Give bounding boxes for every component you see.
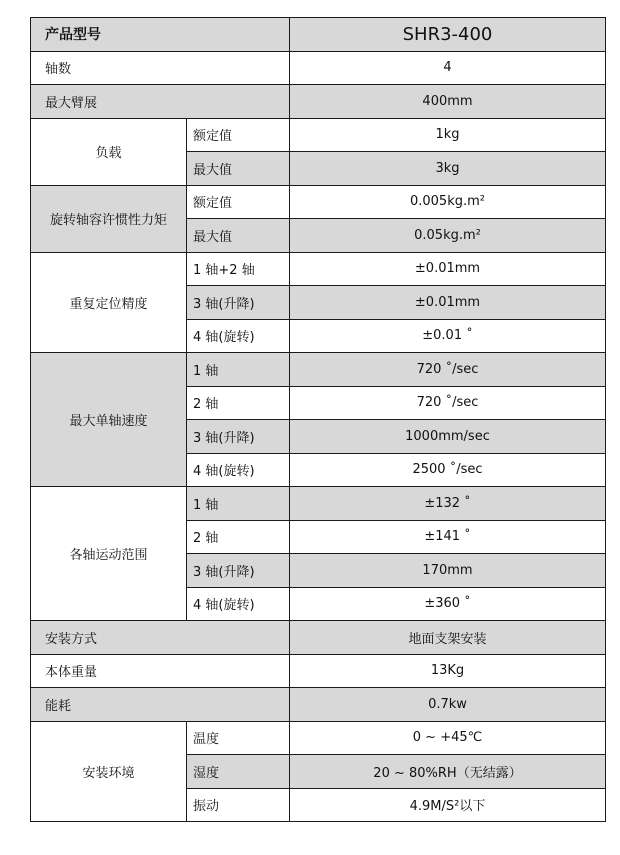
range-item-label: 4 轴(旋转) (187, 587, 290, 621)
inertia-max-value: 0.05kg.m² (290, 219, 606, 253)
speed-item-label: 1 轴 (187, 353, 290, 387)
axes-label: 轴数 (31, 51, 290, 85)
environment-label: 安装环境 (31, 721, 187, 822)
mounting-value: 地面支架安装 (290, 621, 606, 655)
speed-item-value: 720 ˚/sec (290, 386, 606, 420)
speed-item-label: 2 轴 (187, 386, 290, 420)
range-item-label: 3 轴(升降) (187, 554, 290, 588)
row-speed-1 (31, 353, 606, 387)
repeatability-item-label: 3 轴(升降) (187, 286, 290, 320)
axes-value: 4 (290, 51, 606, 85)
inertia-rated-label: 额定值 (187, 185, 290, 219)
mounting-label: 安装方式 (31, 621, 290, 655)
load-rated-label: 额定值 (187, 118, 290, 152)
max-arm-label: 最大臂展 (31, 85, 290, 119)
range-item-label: 2 轴 (187, 520, 290, 554)
range-item-value: 170mm (290, 554, 606, 588)
range-item-label: 1 轴 (187, 487, 290, 521)
row-power (31, 688, 606, 722)
row-load-rated (31, 118, 606, 152)
environment-item-value: 0 ~ +45℃ (290, 721, 606, 755)
load-max-label: 最大值 (187, 152, 290, 186)
load-label: 负载 (31, 118, 187, 185)
row-axes (31, 51, 606, 85)
load-max-value: 3kg (290, 152, 606, 186)
repeatability-item-value: ±0.01mm (290, 252, 606, 286)
spec-table (30, 17, 606, 822)
model-label: 产品型号 (31, 18, 290, 52)
row-weight (31, 654, 606, 688)
speed-item-value: 720 ˚/sec (290, 353, 606, 387)
inertia-max-label: 最大值 (187, 219, 290, 253)
power-value: 0.7kw (290, 688, 606, 722)
row-mounting (31, 621, 606, 655)
weight-value: 13Kg (290, 654, 606, 688)
repeatability-label: 重复定位精度 (31, 252, 187, 353)
row-env-1 (31, 721, 606, 755)
inertia-rated-value: 0.005kg.m² (290, 185, 606, 219)
repeatability-item-value: ±0.01 ˚ (290, 319, 606, 353)
environment-item-value: 20 ~ 80%RH（无结露） (290, 755, 606, 789)
speed-label: 最大单轴速度 (31, 353, 187, 487)
range-label: 各轴运动范围 (31, 487, 187, 621)
row-inertia-rated (31, 185, 606, 219)
speed-item-label: 3 轴(升降) (187, 420, 290, 454)
speed-item-value: 1000mm/sec (290, 420, 606, 454)
repeatability-item-value: ±0.01mm (290, 286, 606, 320)
environment-item-label: 振动 (187, 788, 290, 822)
power-label: 能耗 (31, 688, 290, 722)
repeatability-item-label: 1 轴+2 轴 (187, 252, 290, 286)
speed-item-value: 2500 ˚/sec (290, 453, 606, 487)
speed-item-label: 4 轴(旋转) (187, 453, 290, 487)
environment-item-label: 湿度 (187, 755, 290, 789)
model-value: SHR3-400 (290, 18, 606, 52)
environment-item-value: 4.9M/S²以下 (290, 788, 606, 822)
weight-label: 本体重量 (31, 654, 290, 688)
range-item-value: ±141 ˚ (290, 520, 606, 554)
max-arm-value: 400mm (290, 85, 606, 119)
row-repeat-1 (31, 252, 606, 286)
load-rated-value: 1kg (290, 118, 606, 152)
row-max-arm (31, 85, 606, 119)
inertia-label: 旋转轴容许惯性力矩 (31, 185, 187, 252)
range-item-value: ±132 ˚ (290, 487, 606, 521)
environment-item-label: 温度 (187, 721, 290, 755)
repeatability-item-label: 4 轴(旋转) (187, 319, 290, 353)
row-range-1 (31, 487, 606, 521)
range-item-value: ±360 ˚ (290, 587, 606, 621)
row-model (31, 18, 606, 52)
